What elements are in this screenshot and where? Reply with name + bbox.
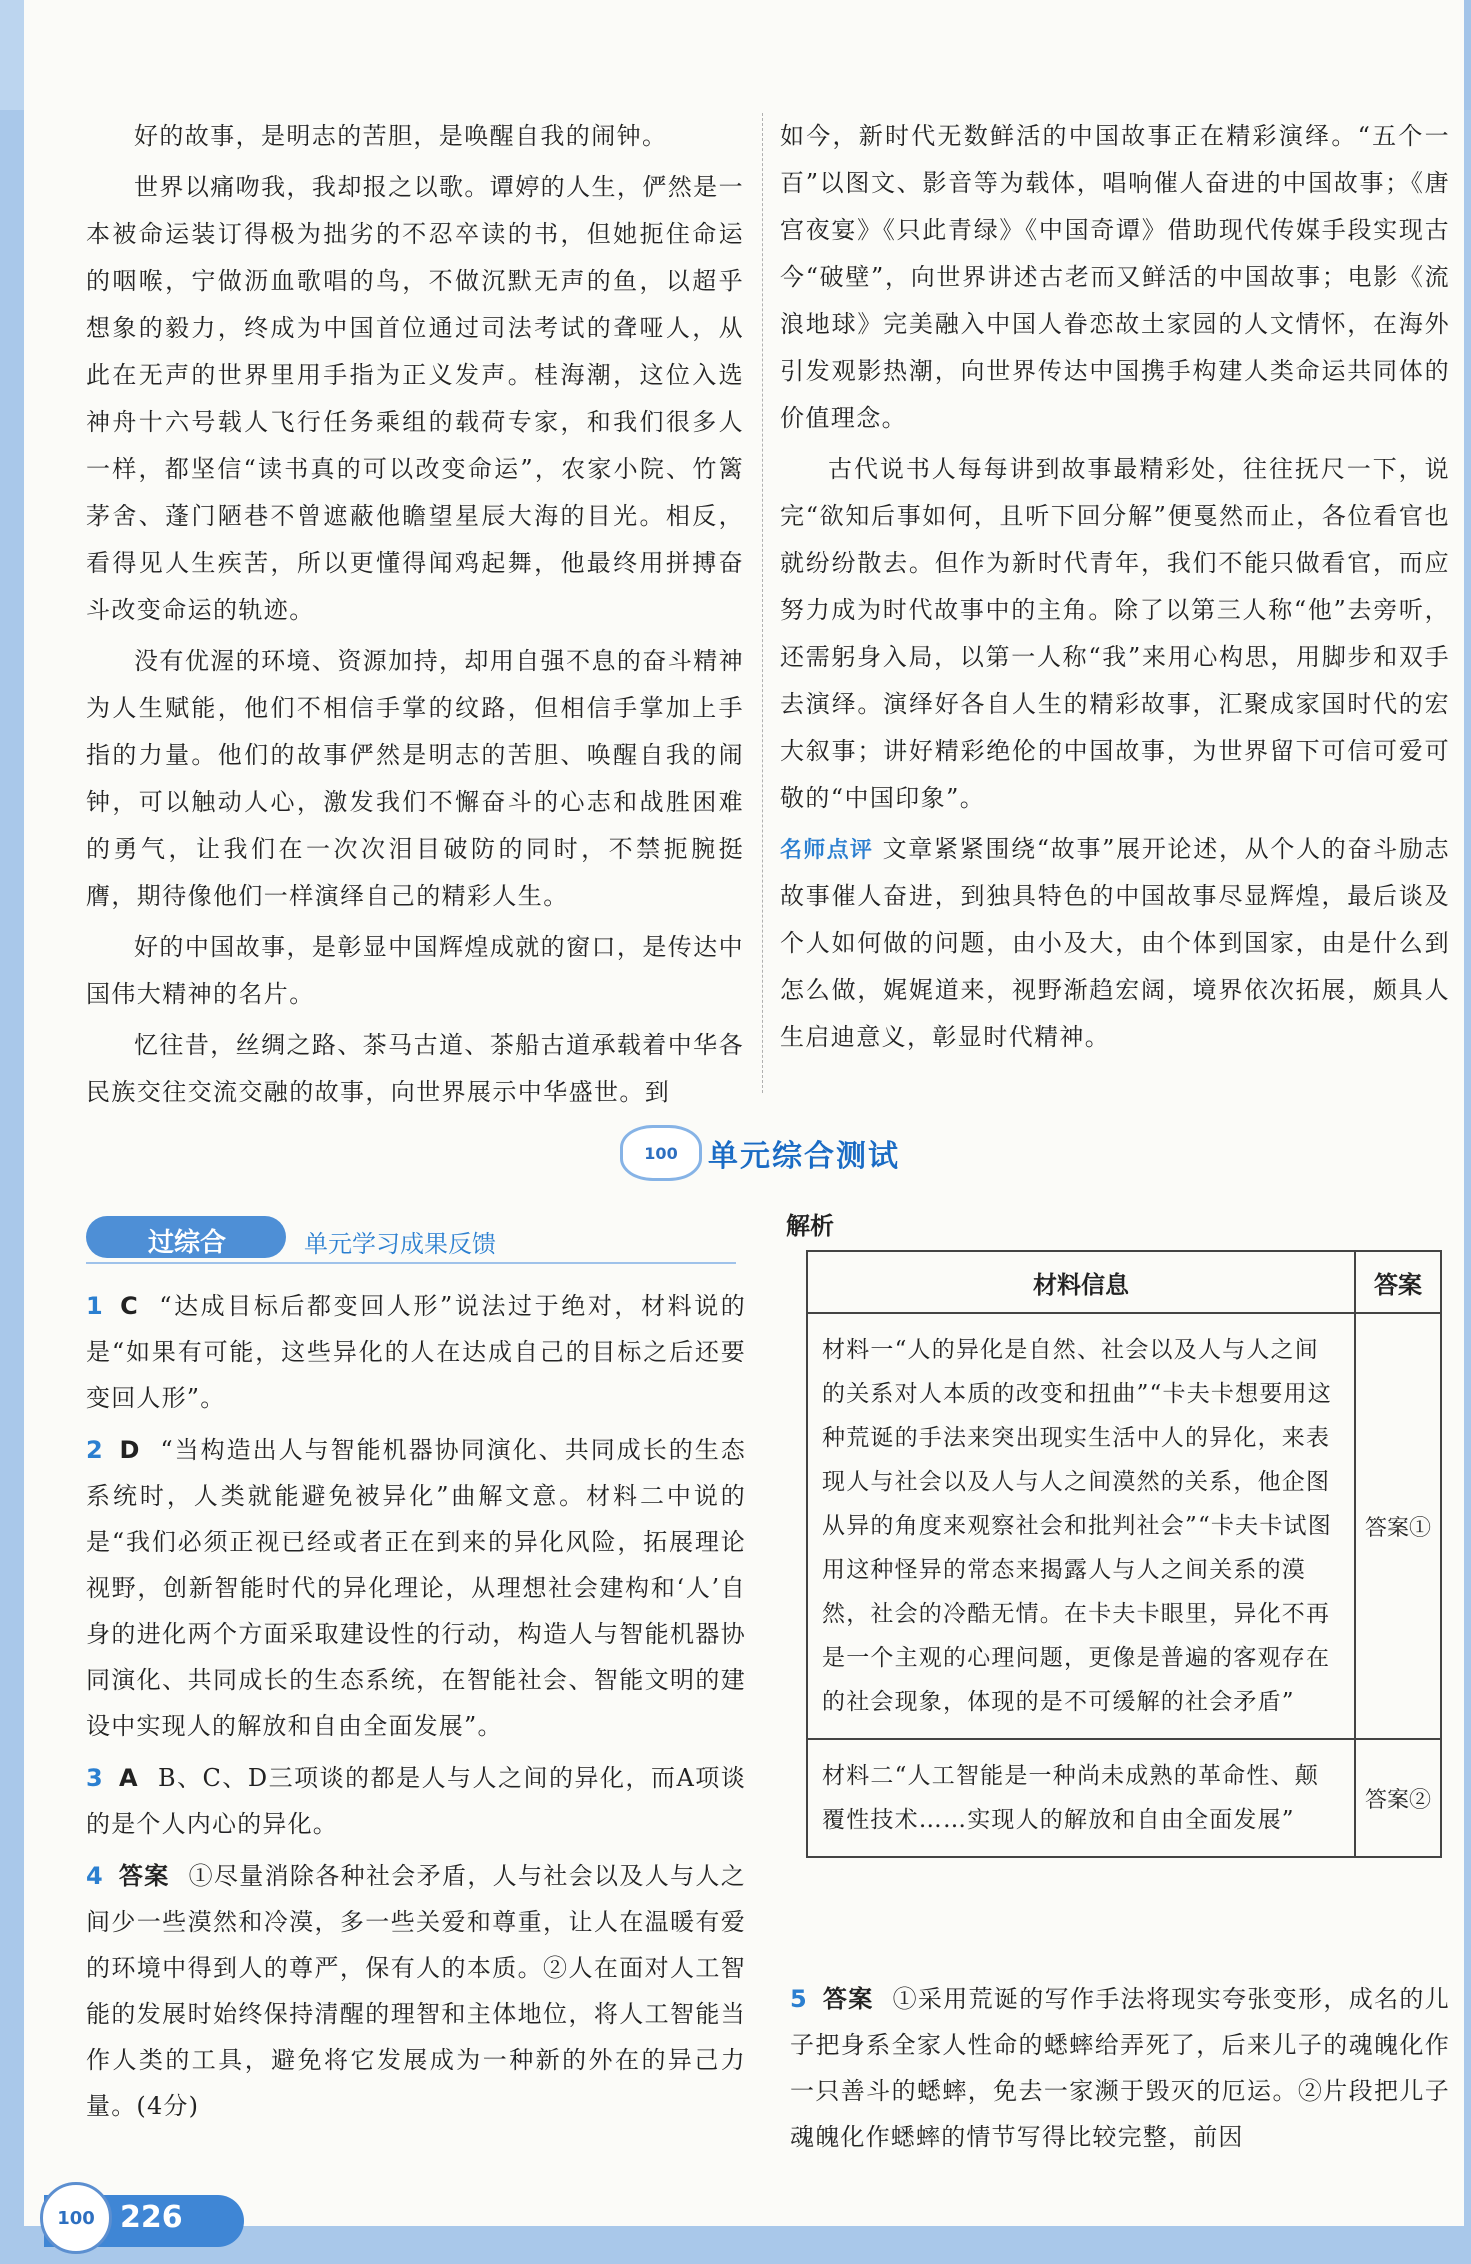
teacher-comment bbox=[780, 826, 1450, 1061]
answer-keyword: 答案 bbox=[822, 1985, 874, 2013]
essay-paragraph: 好的故事，是明志的苦胆，是唤醒自我的闹钟。 bbox=[134, 122, 668, 150]
table-cell-info: 材料一“人的异化是自然、社会以及人与人之间的关系对人本质的改变和扭曲”“卡夫卡想要用这种荒诞的手法来突出现实生活中人的异化，来表现人与社会以及人与人之间漠然的关系，他企图从异的角度来观察社会和批判社会”“卡夫卡试图用这种怪异的常态来揭露人与人之间关系的漠然，社会的冷酷无情。在卡夫卡眼里，异化不再是一个主观的心理问题，更像是普遍的客观存在的社会现象，体现的是不可缓解的社会矛盾” bbox=[807, 1313, 1355, 1739]
teacher-comment-label: 名师点评 bbox=[780, 838, 874, 863]
column-header-info: 材料信息 bbox=[807, 1251, 1355, 1313]
section-banner bbox=[620, 1125, 1040, 1185]
question-number: 2 bbox=[86, 1436, 104, 1464]
column-header-answer: 答案 bbox=[1355, 1251, 1441, 1313]
answer-text: “当构造出人与智能机器协同演化、共同成长的生态系统时，人类就能避免被异化”曲解文意。材料二中说的是“我们必须正视已经或者正在到来的异化风险，拓展理论视野，创新智能时代的异化理论，从理想社会建构和‘人’自身的进化两个方面采取建设性的行动，构造人与智能机器协同演化、共同成长的生态系统，在智能社会、智能文明的建设中实现人的解放和自由全面发展”。 bbox=[86, 1436, 746, 1740]
answer-text: B、C、D三项谈的都是人与人之间的异化，而A项谈的是个人内心的异化。 bbox=[86, 1764, 746, 1838]
question-number: 5 bbox=[790, 1985, 808, 2013]
essay-paragraph: 没有优渥的环境、资源加持，却用自强不息的奋斗精神为人生赋能，他们不相信手掌的纹路，但相信手掌加上手指的力量。他们的故事俨然是明志的苦胆、唤醒自我的闹钟，可以触动人心，激发我们不懈奋斗的心志和战胜困难的勇气，让我们在一次次泪目破防的同时，不禁扼腕挺膺，期待像他们一样演绎自己的精彩人生。 bbox=[86, 647, 744, 910]
section-title: 单元综合测试 bbox=[708, 1139, 900, 1174]
table-row bbox=[807, 1313, 1441, 1739]
essay-paragraph: 古代说书人每每讲到故事最精彩处，往往抚尺一下，说完“欲知后事如何，且听下回分解”便戛然而止，各位看官也就纷纷散去。但作为新时代青年，我们不能只做看官，而应努力成为时代故事中的主角。除了以第三人称“他”去旁听，还需躬身入局，以第一人称“我”来用心构思，用脚步和双手去演绎。演绎好各自人生的精彩故事，汇聚成家国时代的宏大叙事；讲好精彩绝伦的中国故事，为世界留下可信可爱可敬的“中国印象”。 bbox=[780, 455, 1450, 812]
table-header-row bbox=[807, 1251, 1441, 1313]
answer-item bbox=[86, 1427, 746, 1749]
feedback-underline bbox=[86, 1262, 736, 1264]
feedback-subtitle: 单元学习成果反馈 bbox=[304, 1230, 496, 1258]
analysis-label: 解析 bbox=[786, 1212, 834, 1240]
essay-left-column bbox=[86, 113, 744, 1120]
answer-item bbox=[86, 1853, 746, 2129]
essay-paragraph: 好的中国故事，是彰显中国辉煌成就的窗口，是传达中国伟大精神的名片。 bbox=[86, 933, 744, 1008]
feedback-tag-bar bbox=[86, 1212, 736, 1266]
teacher-comment-text: 文章紧紧围绕“故事”展开论述，从个人的奋斗励志故事催人奋进，到独具特色的中国故事尽显辉煌，最后谈及个人如何做的问题，由小及大，由个体到国家，由是什么到怎么做，娓娓道来，视野渐趋宏阔，境界依次拓展，颇具人生启迪意义，彰显时代精神。 bbox=[780, 835, 1450, 1051]
section-logo-icon: 100 bbox=[620, 1125, 702, 1181]
answer-letter: A bbox=[119, 1764, 139, 1792]
essay-right-column bbox=[780, 113, 1450, 1065]
analysis-table bbox=[806, 1250, 1442, 1858]
footer-logo-icon: 100 bbox=[40, 2182, 112, 2254]
answer-item bbox=[790, 1976, 1450, 2160]
answer-text: “达成目标后都变回人形”说法过于绝对，材料说的是“如果有可能，这些异化的人在达成自己的目标之后还要变回人形”。 bbox=[86, 1292, 746, 1412]
answer-item bbox=[86, 1755, 746, 1847]
answer-letter: D bbox=[119, 1436, 141, 1464]
table-row bbox=[807, 1739, 1441, 1857]
question-number: 4 bbox=[86, 1862, 104, 1890]
answers-left-column bbox=[86, 1283, 746, 2135]
question-number: 1 bbox=[86, 1292, 104, 1320]
column-divider bbox=[762, 113, 763, 1093]
table-cell-answer: 答案② bbox=[1355, 1739, 1441, 1857]
essay-paragraph: 如今，新时代无数鲜活的中国故事正在精彩演绎。“五个一百”以图文、影音等为载体，唱响催人奋进的中国故事；《唐宫夜宴》《只此青绿》《中国奇谭》借助现代传媒手段实现古今“破壁”，向世界讲述古老而又鲜活的中国故事；电影《流浪地球》完美融入中国人眷恋故土家园的人文情怀，在海外引发观影热潮，向世界传达中国携手构建人类命运共同体的价值理念。 bbox=[780, 122, 1450, 432]
table-cell-answer: 答案① bbox=[1355, 1313, 1441, 1739]
feedback-tag-label: 过综合 bbox=[148, 1228, 227, 1258]
page-number: 226 bbox=[120, 2200, 183, 2235]
essay-paragraph: 忆往昔，丝绸之路、茶马古道、茶船古道承载着中华各民族交往交流交融的故事，向世界展示中华盛世。到 bbox=[86, 1031, 744, 1106]
table-cell-info: 材料二“人工智能是一种尚未成熟的革命性、颠覆性技术……实现人的解放和自由全面发展” bbox=[807, 1739, 1355, 1857]
question-number: 3 bbox=[86, 1764, 104, 1792]
answer-item bbox=[86, 1283, 746, 1421]
answer-text: ①采用荒诞的写作手法将现实夸张变形，成名的儿子把身系全家人性命的蟋蟀给弄死了，后来儿子的魂魄化作一只善斗的蟋蟀，免去一家濒于毁灭的厄运。②片段把儿子魂魄化作蟋蟀的情节写得比较完整，前因 bbox=[790, 1985, 1450, 2151]
answer-text: ①尽量消除各种社会矛盾，人与社会以及人与人之间少一些漠然和冷漠，多一些关爱和尊重，让人在温暖有爱的环境中得到人的尊严，保有人的本质。②人在面对人工智能的发展时始终保持清醒的理智和主体地位，将人工智能当作人类的工具，避免将它发展成为一种新的外在的异己力量。(4分) bbox=[86, 1862, 746, 2120]
answers-right-column bbox=[790, 1976, 1450, 2166]
essay-paragraph: 世界以痛吻我，我却报之以歌。谭婷的人生，俨然是一本被命运装订得极为拙劣的不忍卒读的书，但她扼住命运的咽喉，宁做沥血歌唱的鸟，不做沉默无声的鱼，以超乎想象的毅力，终成为中国首位通过司法考试的聋哑人，从此在无声的世界里用手指为正义发声。桂海潮，这位入选神舟十六号载人飞行任务乘组的载荷专家，和我们很多人一样，都坚信“读书真的可以改变命运”，农家小院、竹篱茅舍、蓬门陋巷不曾遮蔽他瞻望星辰大海的目光。相反，看得见人生疾苦，所以更懂得闻鸡起舞，他最终用拼搏奋斗改变命运的轨迹。 bbox=[86, 173, 744, 624]
answer-keyword: 答案 bbox=[118, 1862, 170, 1890]
answer-letter: C bbox=[120, 1292, 139, 1320]
